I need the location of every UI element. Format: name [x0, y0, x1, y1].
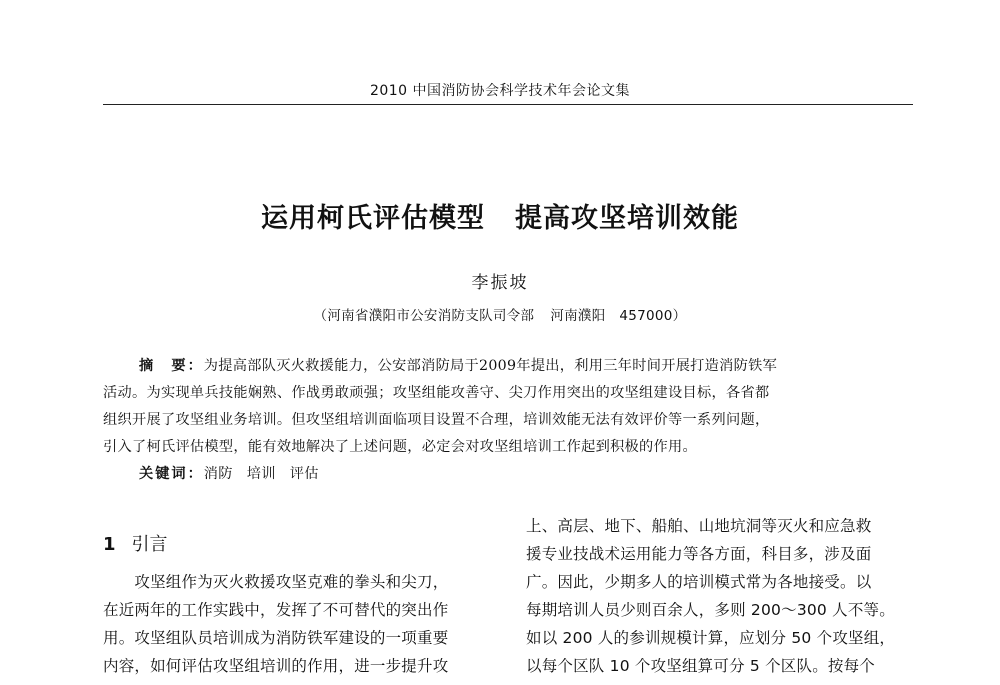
- body-line-left: 在近两年的工作实践中，发挥了不可替代的突出作: [103, 601, 449, 619]
- keyword: 培训: [246, 466, 276, 482]
- body-line-right: 广。因此，少期多人的培训模式常为各地接受。以: [526, 573, 872, 591]
- body-line-right: 以每个区队 10 个攻坚组算可分 5 个区队。按每个: [526, 657, 875, 675]
- abstract-line: 活动。为实现单兵技能娴熟、作战勇敢顽强；攻坚组能攻善守、尖刀作用突出的攻坚组建设目标，各省都: [103, 385, 770, 401]
- abstract-line: 组织开展了攻坚组业务培训。但攻坚组培训面临项目设置不合理，培训效能无法有效评价等一系列问题，: [103, 412, 770, 428]
- section-heading: [103, 530, 168, 556]
- keywords-label: 关键词：: [139, 466, 204, 482]
- running-header: 2010 中国消防协会科学技术年会论文集: [369, 83, 631, 99]
- body-line-left: 用。攻坚组队员培训成为消防铁军建设的一项重要: [103, 629, 449, 647]
- body-line-left: 内容，如何评估攻坚组培训的作用，进一步提升攻: [103, 657, 449, 675]
- abstract-line: [139, 355, 777, 375]
- keyword: 评估: [289, 466, 319, 482]
- keyword: 消防: [203, 466, 233, 482]
- title-part-2: 提高攻坚培训效能: [515, 203, 739, 234]
- paper-title: [0, 196, 1000, 235]
- affiliation-city: 河南濮阳 457000）: [550, 308, 687, 324]
- author-name: 李振坡: [471, 273, 529, 293]
- abstract-text: 为提高部队灭火救援能力，公安部消防局于2009年提出，利用三年时间开展打造消防铁军: [203, 358, 778, 374]
- body-line-right: 上、高层、地下、船舶、山地坑洞等灭火和应急救: [526, 517, 872, 535]
- body-line-right: 援专业技战术运用能力等各方面，科目多，涉及面: [526, 545, 872, 563]
- title-part-1: 运用柯氏评估模型: [261, 203, 485, 234]
- abstract-label: 摘 要：: [139, 358, 204, 374]
- abstract-line: 引入了柯氏评估模型，能有效地解决了上述问题，必定会对攻坚组培训工作起到积极的作用。: [103, 439, 697, 455]
- header-rule: [103, 104, 913, 105]
- body-line-right: 每期培训人员少则百余人，多则 200～300 人不等。: [526, 601, 895, 619]
- body-line-left: 攻坚组作为灭火救援攻坚克难的拳头和尖刀，: [103, 573, 449, 591]
- body-line-right: 如以 200 人的参训规模计算，应划分 50 个攻坚组，: [526, 629, 896, 647]
- section-number: 1: [103, 534, 116, 555]
- section-title: 引言: [131, 534, 168, 555]
- keywords: [139, 463, 333, 483]
- affiliation-org: （河南省濮阳市公安消防支队司令部: [313, 308, 535, 324]
- author-affiliation: [0, 304, 1000, 324]
